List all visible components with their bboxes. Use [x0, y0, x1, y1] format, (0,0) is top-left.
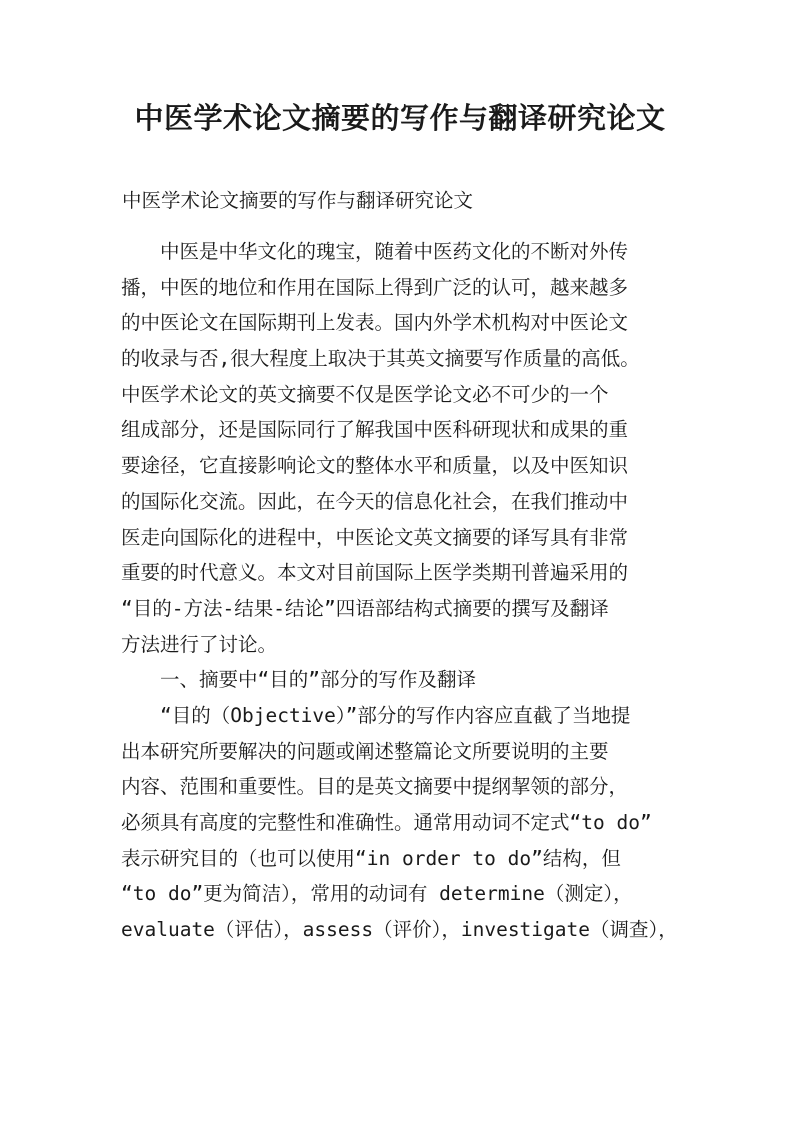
body-line: “to do”更为简洁），常用的动词有 determine（测定），: [121, 882, 633, 906]
body-line: 的国际化交流。因此，在今天的信息化社会，在我们推动中: [121, 489, 629, 513]
body-line: 播，中医的地位和作用在国际上得到广泛的认可，越来越多: [121, 275, 629, 299]
body-line: 要途径，它直接影响论文的整体水平和质量，以及中医知识: [121, 454, 629, 478]
body-line: 医走向国际化的进程中，中医论文英文摘要的译写具有非常: [121, 525, 629, 549]
body-line: “目的-方法-结果-结论”四语部结构式摘要的撰写及翻译: [121, 596, 609, 620]
document-subtitle: 中医学术论文摘要的写作与翻译研究论文: [122, 189, 474, 212]
document-title: 中医学术论文摘要的写作与翻译研究论文: [134, 101, 666, 135]
body-line: 中医学术论文的英文摘要不仅是医学论文必不可少的一个: [121, 382, 609, 406]
body-line: 组成部分，还是国际同行了解我国中医科研现状和成果的重: [121, 418, 629, 442]
body-line: 必须具有高度的完整性和准确性。通常用动词不定式“to do”: [121, 811, 652, 834]
body-line: “目的（Objective）”部分的写作内容应直截了当地提: [160, 703, 631, 727]
body-line: 出本研究所要解决的问题或阐述整篇论文所要说明的主要: [121, 739, 609, 763]
body-line: 中医是中华文化的瑰宝，随着中医药文化的不断对外传: [160, 240, 629, 263]
body-line: 表示研究目的（也可以使用“in order to do”结构，但: [121, 846, 621, 870]
body-line: 方法进行了讨论。: [121, 632, 278, 656]
body-line: 重要的时代意义。本文对目前国际上医学类期刊普遍采用的: [121, 561, 629, 585]
body-line: 内容、范围和重要性。目的是英文摘要中提纲挈领的部分，: [121, 775, 629, 799]
document-body: [121, 234, 687, 948]
body-line: evaluate（评估），assess（评价），investigate（调查），: [121, 918, 678, 942]
body-line: 的收录与否,很大程度上取决于其英文摘要写作质量的高低。: [121, 347, 640, 371]
section-heading: 一、摘要中“目的”部分的写作及翻译: [160, 668, 476, 692]
body-line: 的中医论文在国际期刊上发表。国内外学术机构对中医论文: [121, 311, 629, 335]
